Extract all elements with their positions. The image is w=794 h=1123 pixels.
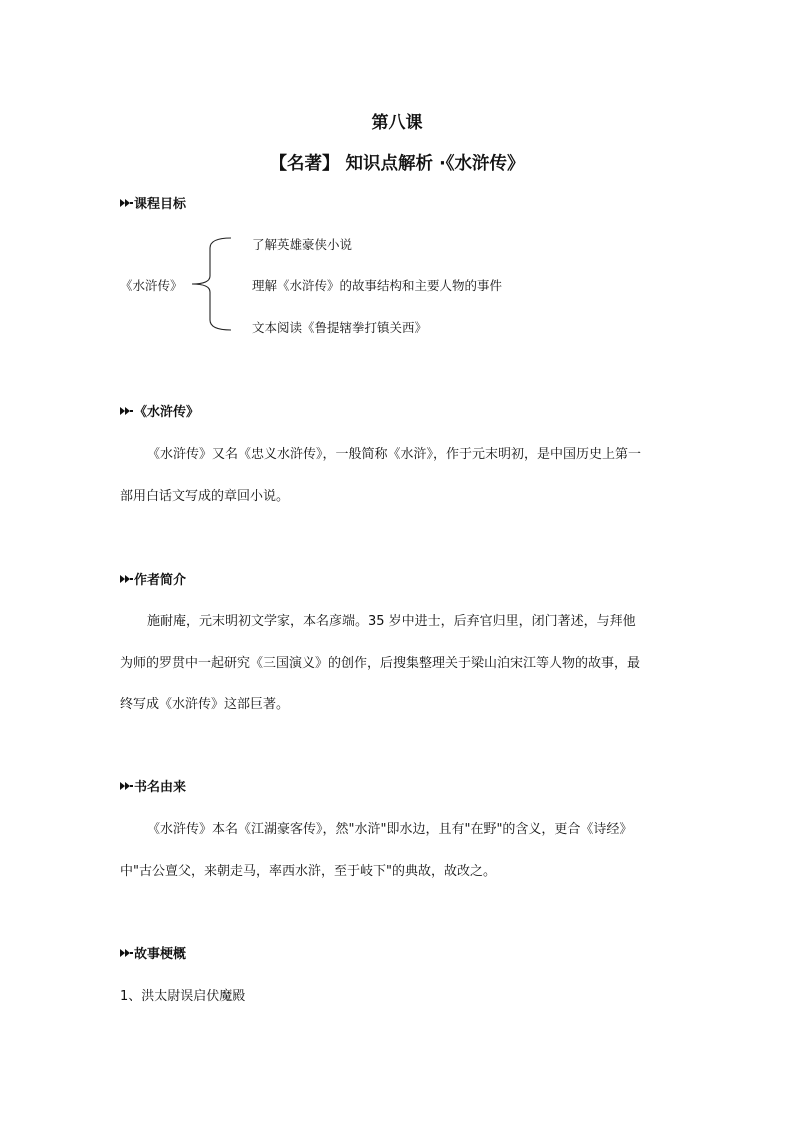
paragraph-line: 《水浒传》本名《江湖豪客传》，然"水浒"即水边，且有"在野"的含义，更合《诗经》: [147, 822, 633, 837]
paragraph-line: 中"古公亶父，来朝走马，率西水浒，至于岐下"的典故，故改之。: [120, 864, 496, 879]
section-heading-author: [120, 569, 186, 588]
section-heading-story: [120, 943, 186, 962]
section-heading-label: 作者简介: [134, 573, 187, 588]
section-heading-goals: [120, 193, 186, 212]
section-heading-label: 故事梗概: [134, 947, 187, 962]
paragraph-line: 施耐庵，元末明初文学家，本名彦端。35 岁中进士，后弃官归里，闭门著述，与拜他: [147, 614, 636, 629]
goal-item: 了解英雄豪侠小说: [252, 237, 353, 252]
goal-item: 理解《水浒传》的故事结构和主要人物的事件: [252, 278, 503, 293]
double-arrow-icon: [120, 198, 133, 208]
section-heading-origin: [120, 776, 186, 795]
double-arrow-icon: [120, 781, 133, 791]
double-arrow-icon: [120, 574, 133, 584]
paragraph-line: 《水浒传》又名《忠义水浒传》，一般简称《水浒》，作于元末明初，是中国历史上第一: [147, 447, 642, 462]
section-heading-label: 书名由来: [134, 780, 187, 795]
double-arrow-icon: [120, 406, 133, 416]
paragraph-line: 终写成《水浒传》这部巨著。: [120, 697, 290, 712]
section-heading-book: [120, 401, 199, 420]
lesson-title: 第八课: [371, 113, 423, 133]
goal-item: 文本阅读《鲁提辖拳打镇关西》: [252, 320, 428, 335]
paragraph-line: 部用白话文写成的章回小说。: [120, 489, 290, 504]
goals-topic: 《水浒传》: [120, 278, 183, 293]
double-arrow-icon: [120, 948, 133, 958]
paragraph-line: 为师的罗贯中一起研究《三国演义》的创作，后搜集整理关于梁山泊宋江等人物的故事，最: [120, 656, 641, 671]
section-heading-label: 课程目标: [134, 197, 187, 212]
page-subtitle: 【名著】 知识点解析 ·《水浒传》: [269, 154, 525, 174]
curly-brace: [188, 236, 232, 332]
section-heading-label: 《水浒传》: [134, 405, 200, 420]
story-item: 1、洪太尉误启伏魔殿: [120, 989, 246, 1004]
